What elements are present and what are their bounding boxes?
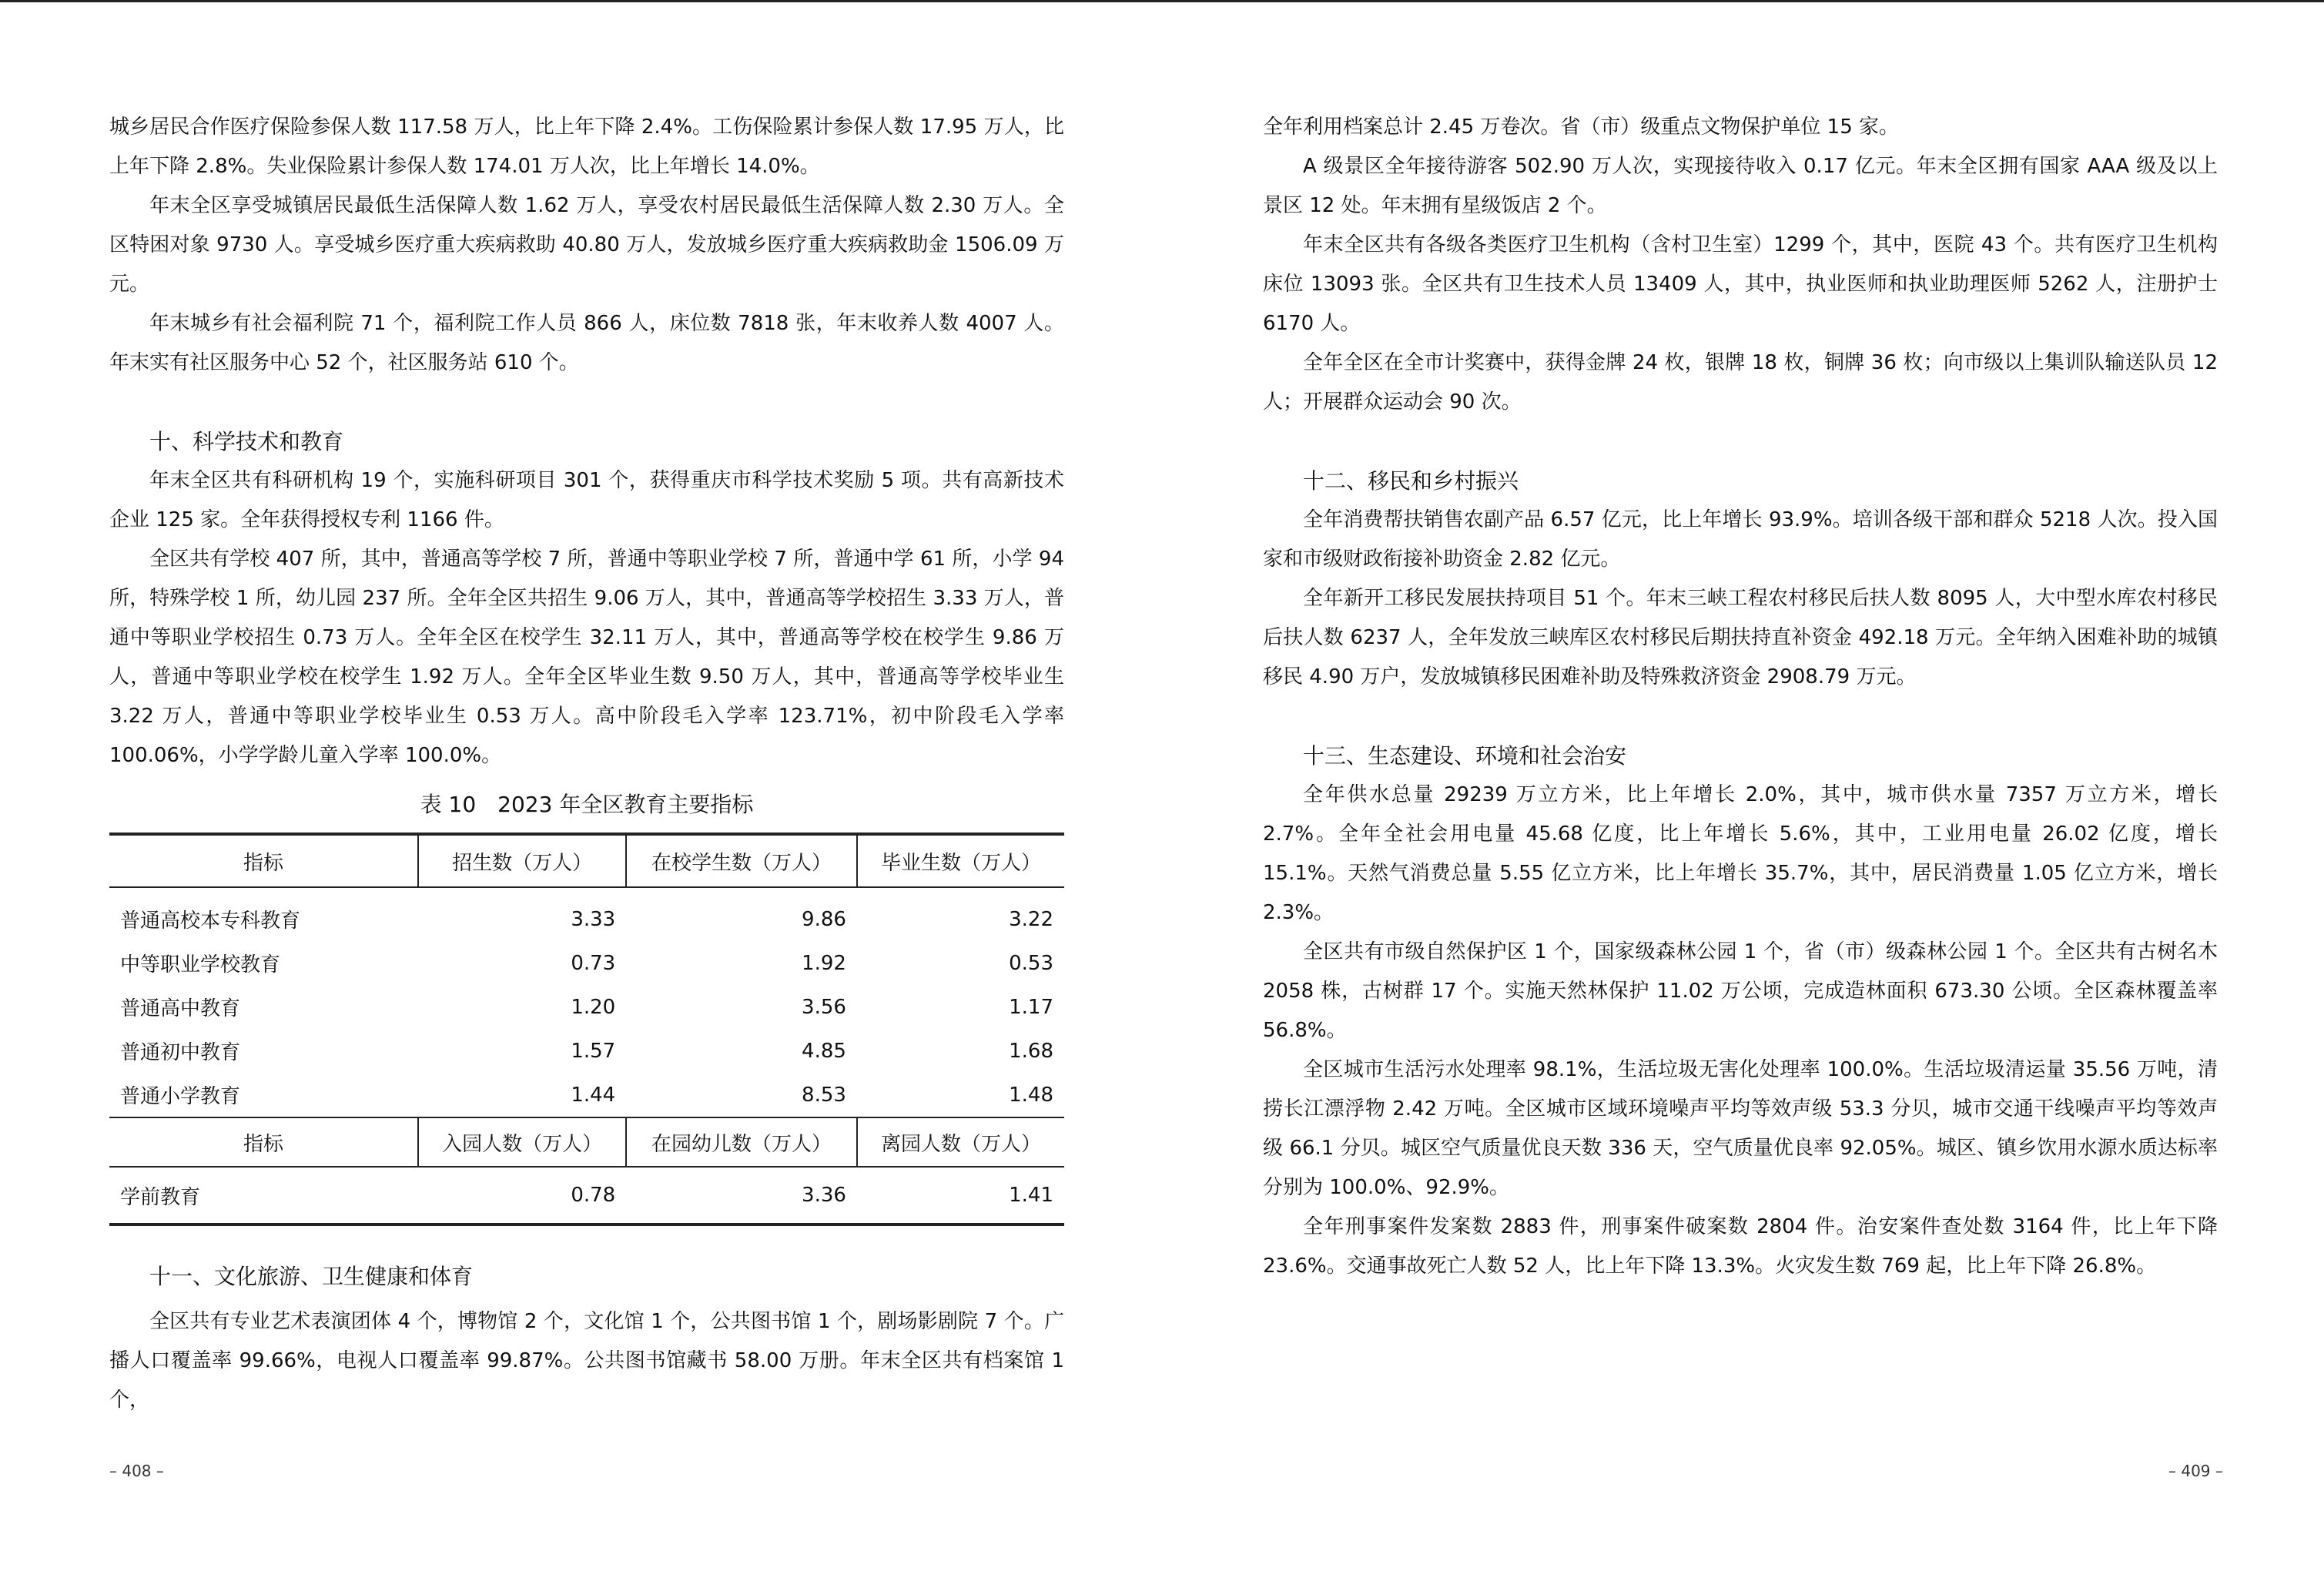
paragraph: 全年利用档案总计 2.45 万卷次。省（市）级重点文物保护单位 15 家。 (1263, 116, 1900, 139)
section-heading: 十、科学技术和教育 (149, 429, 344, 454)
table-cell: 1.20 (571, 995, 616, 1019)
education-indicators-table (109, 833, 1064, 1226)
table-cell: 0.78 (571, 1184, 616, 1207)
paragraph: A 级景区全年接待游客 502.90 万人次，实现接待收入 0.17 亿元。年末全区拥有国家 AAA 级及以上景区 12 处。年末拥有星级饭店 2 个。 (1263, 155, 2218, 217)
table-header-row (109, 834, 1064, 887)
table-cell: 1.17 (1009, 995, 1053, 1019)
table-title: 表 10 2023 年全区教育主要指标 (420, 792, 754, 817)
row-label: 普通高中教育 (120, 997, 241, 1020)
table-cell: 1.57 (571, 1039, 616, 1063)
table-cell: 0.53 (1009, 951, 1053, 975)
paragraph: 全年消费帮扶销售农副产品 6.57 亿元，比上年增长 93.9%。培训各级干部和群众 5218 人次。投入国家和市级财政衔接补助资金 2.82 亿元。 (1263, 508, 2218, 571)
table-cell: 1.48 (1009, 1083, 1053, 1107)
paragraph: 全区城市生活污水处理率 98.1%，生活垃圾无害化处理率 100.0%。生活垃圾清运量 35.56 万吨，清捞长江漂浮物 2.42 万吨。全区城市区域环境噪声平均等效声级 53.3 分贝，城市交通干线噪声平均等效声级 66.1 分贝。城区空气质量优良天数 336 天，空气质量优良率 92.05%。城区、镇乡饮用水源水质达标率分别为 100.0%、92.9%。 (1263, 1058, 2218, 1199)
column-header: 离园人数（万人） (857, 1117, 1064, 1167)
column-header: 毕业生数（万人） (857, 834, 1064, 887)
table-cell: 1.41 (1009, 1184, 1053, 1207)
table-row (109, 887, 1064, 941)
row-label: 学前教育 (120, 1185, 201, 1209)
column-header: 指标 (243, 1132, 283, 1156)
paragraph: 全区共有市级自然保护区 1 个，国家级森林公园 1 个，省（市）级森林公园 1 个。全区共有古树名木 2058 株，古树群 17 个。实施天然林保护 11.02 万公顷，完成造林面积 673.30 公顷。全区森林覆盖率 56.8%。 (1263, 940, 2218, 1042)
page-number: – 408 – (109, 1462, 164, 1480)
row-label: 普通高校本专科教育 (120, 910, 301, 933)
row-label: 普通小学教育 (120, 1085, 241, 1108)
paragraph: 全年刑事案件发案数 2883 件，刑事案件破案数 2804 件。治安案件查处数 3164 件，比上年下降 23.6%。交通事故死亡人数 52 人，比上年下降 13.3%。火灾发生数 769 起，比上年下降 26.8%。 (1263, 1215, 2218, 1278)
row-label: 普通初中教育 (120, 1041, 241, 1064)
table-cell: 3.22 (1009, 907, 1053, 931)
table-row (109, 985, 1064, 1029)
section-heading: 十二、移民和乡村振兴 (1303, 468, 1519, 494)
table-row (109, 1167, 1064, 1225)
paragraph: 全区共有学校 407 所，其中，普通高等学校 7 所，普通中等职业学校 7 所，普通中学 61 所，小学 94 所，特殊学校 1 所，幼儿园 237 所。全年全区共招生 9.06 万人，其中，普通高等学校招生 3.33 万人，普通中等职业学校招生 0.73 万人。全年全区在校学生 32.11 万人，其中，普通高等学校在校学生 9.86 万人，普通中等职业学校在校学生 1.92 万人。全年全区毕业生数 9.50 万人，其中，普通高等学校毕业生 3.22 万人，普通中等职业学校毕业生 0.53 万人。高中阶段毛入学率 123.71%，初中阶段毛入学率 100.06%，小学学龄儿童入学率 100.0%。 (109, 548, 1064, 767)
right-page (1263, 108, 2218, 1286)
paragraph: 年末全区享受城镇居民最低生活保障人数 1.62 万人，享受农村居民最低生活保障人数 2.30 万人。全区特困对象 9730 人。享受城乡医疗重大疾病救助 40.80 万人，发放城乡医疗重大疾病救助金 1506.09 万元。 (109, 194, 1064, 296)
table-row (109, 1029, 1064, 1073)
table-cell: 9.86 (802, 907, 846, 931)
column-header: 指标 (243, 851, 283, 875)
table-cell: 4.85 (802, 1039, 846, 1063)
column-header: 入园人数（万人） (418, 1117, 626, 1167)
paragraph: 全年供水总量 29239 万立方米，比上年增长 2.0%，其中，城市供水量 7357 万立方米，增长 2.7%。全年全社会用电量 45.68 亿度，比上年增长 5.6%，其中，工业用电量 26.02 亿度，增长 15.1%。天然气消费总量 5.55 亿立方米，比上年增长 35.7%，其中，居民消费量 1.05 亿立方米，增长 2.3%。 (1263, 783, 2218, 924)
table-row (109, 941, 1064, 985)
page-number: – 409 – (2168, 1462, 2223, 1480)
column-header: 在校学生数（万人） (626, 834, 857, 887)
column-header: 招生数（万人） (418, 834, 626, 887)
paragraph: 年末城乡有社会福利院 71 个，福利院工作人员 866 人，床位数 7818 张，年末收养人数 4007 人。年末实有社区服务中心 52 个，社区服务站 610 个。 (109, 312, 1064, 374)
table-cell: 3.56 (802, 995, 846, 1019)
table-cell: 1.68 (1009, 1039, 1053, 1063)
paragraph: 全区共有专业艺术表演团体 4 个，博物馆 2 个，文化馆 1 个，公共图书馆 1 个，剧场影剧院 7 个。广播人口覆盖率 99.66%，电视人口覆盖率 99.87%。公共图书馆藏书 58.00 万册。年末全区共有档案馆 1 个， (109, 1310, 1064, 1412)
row-label: 中等职业学校教育 (120, 953, 281, 977)
table-row (109, 1073, 1064, 1117)
left-page (109, 108, 1064, 1420)
table-cell: 1.92 (802, 951, 846, 975)
top-border-rule (0, 0, 2324, 2)
paragraph: 城乡居民合作医疗保险参保人数 117.58 万人，比上年下降 2.4%。工伤保险累计参保人数 17.95 万人，比上年下降 2.8%。失业保险累计参保人数 174.01 万人次，比上年增长 14.0%。 (109, 116, 1064, 178)
paragraph: 年末全区共有各级各类医疗卫生机构（含村卫生室）1299 个，其中，医院 43 个。共有医疗卫生机构床位 13093 张。全区共有卫生技术人员 13409 人，其中，执业医师和执业助理医师 5262 人，注册护士 6170 人。 (1263, 233, 2218, 335)
table-cell: 1.44 (571, 1083, 616, 1107)
paragraph: 全年新开工移民发展扶持项目 51 个。年末三峡工程农村移民后扶人数 8095 人，大中型水库农村移民后扶人数 6237 人，全年发放三峡库区农村移民后期扶持直补资金 492.18 万元。全年纳入困难补助的城镇移民 4.90 万户，发放城镇移民困难补助及特殊救济资金 2908.79 万元。 (1263, 587, 2218, 688)
table-cell: 3.36 (802, 1184, 846, 1207)
paragraph: 年末全区共有科研机构 19 个，实施科研项目 301 个，获得重庆市科学技术奖励 5 项。共有高新技术企业 125 家。全年获得授权专利 1166 件。 (109, 469, 1064, 531)
paragraph: 全年全区在全市计奖赛中，获得金牌 24 枚，银牌 18 枚，铜牌 36 枚；向市级以上集训队输送队员 12 人；开展群众运动会 90 次。 (1263, 351, 2218, 414)
table-cell: 8.53 (802, 1083, 846, 1107)
section-heading: 十一、文化旅游、卫生健康和体育 (149, 1264, 474, 1289)
table-subheader-row (109, 1117, 1064, 1167)
table-cell: 3.33 (571, 907, 616, 931)
table-cell: 0.73 (571, 951, 616, 975)
column-header: 在园幼儿数（万人） (626, 1117, 857, 1167)
section-heading: 十三、生态建设、环境和社会治安 (1303, 743, 1627, 769)
